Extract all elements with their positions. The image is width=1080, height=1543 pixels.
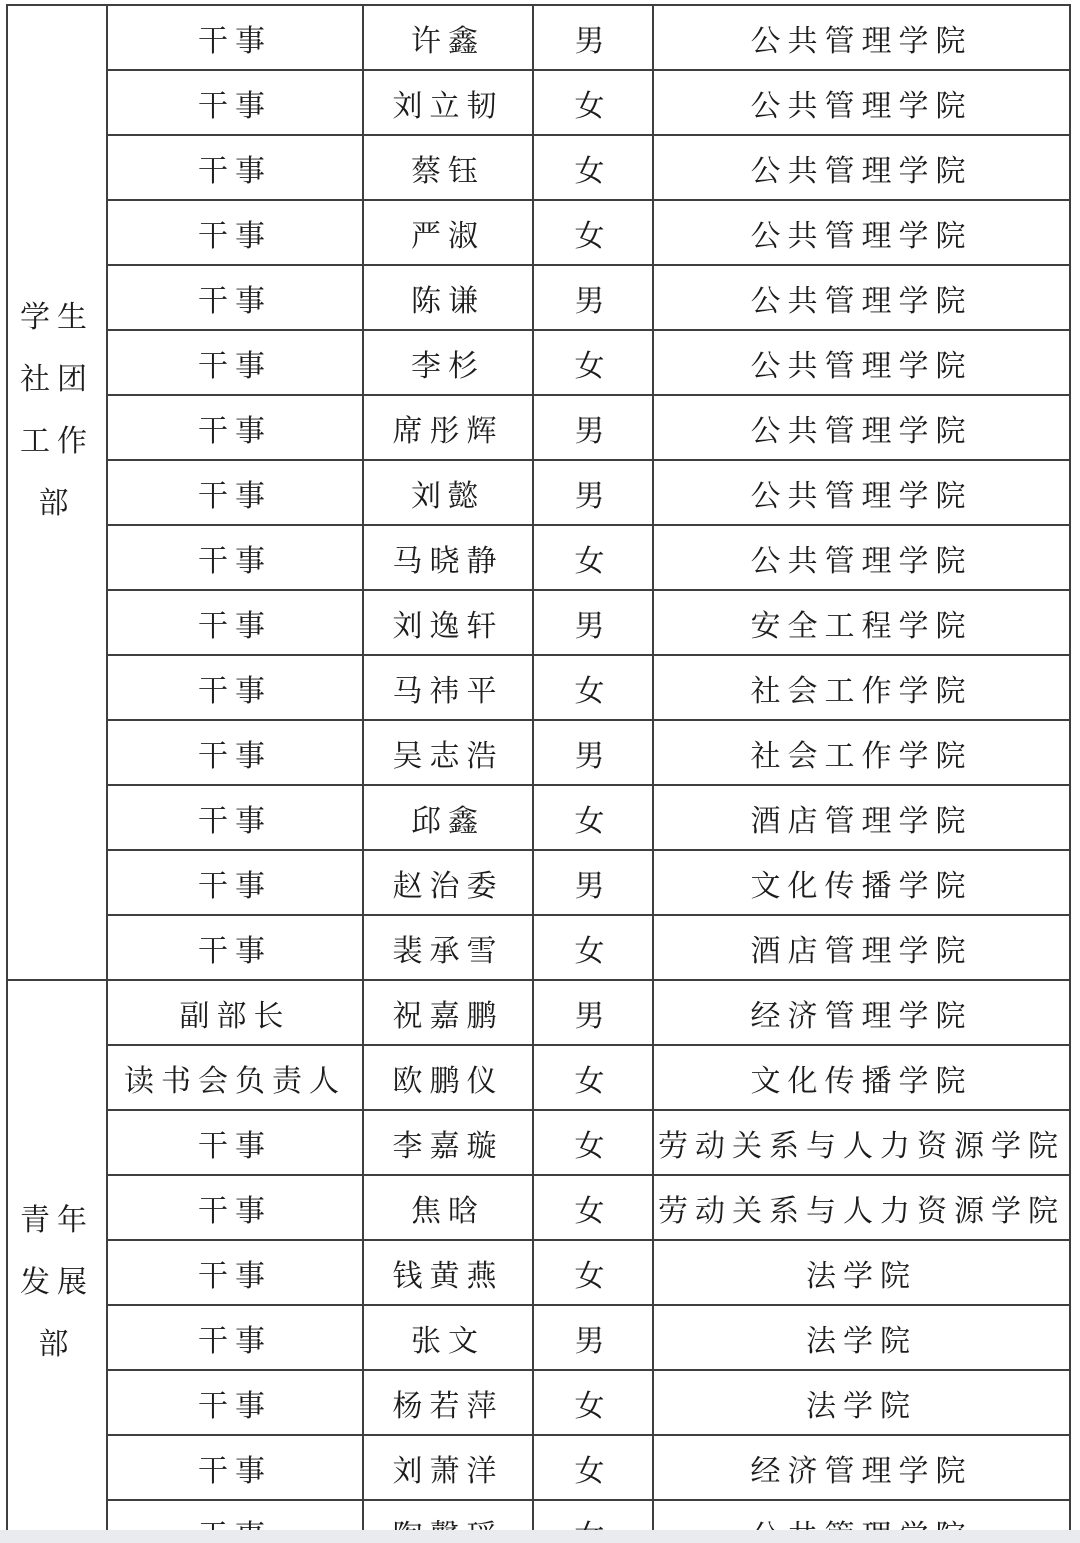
name-cell: 蔡钰 — [363, 135, 533, 200]
gender-cell: 男 — [533, 980, 653, 1045]
name-cell: 马晓静 — [363, 525, 533, 590]
table-row — [7, 1045, 1070, 1110]
name-cell: 钱黄燕 — [363, 1240, 533, 1305]
college-cell: 公共管理学院 — [653, 135, 1070, 200]
college-cell: 公共管理学院 — [653, 330, 1070, 395]
gender-cell: 女 — [533, 915, 653, 980]
table-row — [7, 460, 1070, 525]
name-cell: 焦晗 — [363, 1175, 533, 1240]
table-row — [7, 915, 1070, 980]
position-cell: 干事 — [107, 1305, 363, 1370]
position-cell: 干事 — [107, 525, 363, 590]
department-line: 工作 — [20, 424, 94, 458]
gender-cell: 女 — [533, 1435, 653, 1500]
department-label — [8, 1190, 106, 1376]
gender-cell: 男 — [533, 395, 653, 460]
gender-cell: 男 — [533, 460, 653, 525]
table-row — [7, 395, 1070, 460]
position-cell: 干事 — [107, 135, 363, 200]
gender-cell: 女 — [533, 1045, 653, 1110]
college-cell: 经济管理学院 — [653, 1435, 1070, 1500]
name-cell: 欧鹏仪 — [363, 1045, 533, 1110]
name-cell: 刘逸轩 — [363, 590, 533, 655]
gender-cell: 男 — [533, 265, 653, 330]
college-cell: 公共管理学院 — [653, 525, 1070, 590]
position-cell: 干事 — [107, 1110, 363, 1175]
college-cell: 文化传播学院 — [653, 1045, 1070, 1110]
position-cell: 干事 — [107, 460, 363, 525]
college-cell: 社会工作学院 — [653, 720, 1070, 785]
gender-cell: 女 — [533, 1240, 653, 1305]
table-row — [7, 330, 1070, 395]
department-line: 学生 — [20, 300, 94, 334]
table-row — [7, 135, 1070, 200]
gender-cell: 女 — [533, 135, 653, 200]
name-cell: 裴承雪 — [363, 915, 533, 980]
table-row — [7, 1240, 1070, 1305]
gender-cell: 女 — [533, 1175, 653, 1240]
table-row — [7, 200, 1070, 265]
gender-cell: 女 — [533, 655, 653, 720]
page-gap-strip — [0, 1530, 1080, 1543]
roster-table-body — [7, 5, 1070, 1543]
position-cell: 干事 — [107, 330, 363, 395]
college-cell: 安全工程学院 — [653, 590, 1070, 655]
gender-cell: 男 — [533, 1305, 653, 1370]
table-row — [7, 655, 1070, 720]
table-row — [7, 850, 1070, 915]
department-line: 社团 — [20, 362, 94, 396]
table-row — [7, 980, 1070, 1045]
position-cell: 干事 — [107, 1370, 363, 1435]
position-cell: 干事 — [107, 70, 363, 135]
college-cell: 公共管理学院 — [653, 265, 1070, 330]
college-cell: 法学院 — [653, 1305, 1070, 1370]
table-row — [7, 525, 1070, 590]
table-row — [7, 1110, 1070, 1175]
college-cell: 法学院 — [653, 1370, 1070, 1435]
position-cell: 读书会负责人 — [107, 1045, 363, 1110]
college-cell: 酒店管理学院 — [653, 785, 1070, 850]
gender-cell: 男 — [533, 850, 653, 915]
department-line: 发展 — [20, 1265, 94, 1299]
position-cell: 干事 — [107, 5, 363, 70]
position-cell: 干事 — [107, 200, 363, 265]
college-cell: 经济管理学院 — [653, 980, 1070, 1045]
college-cell: 社会工作学院 — [653, 655, 1070, 720]
gender-cell: 女 — [533, 200, 653, 265]
college-cell: 酒店管理学院 — [653, 915, 1070, 980]
college-cell: 文化传播学院 — [653, 850, 1070, 915]
position-cell: 干事 — [107, 720, 363, 785]
department-cell — [7, 980, 107, 1543]
gender-cell: 女 — [533, 70, 653, 135]
table-row — [7, 1435, 1070, 1500]
position-cell: 干事 — [107, 850, 363, 915]
roster-table — [6, 4, 1071, 1543]
name-cell: 吴志浩 — [363, 720, 533, 785]
college-cell: 公共管理学院 — [653, 5, 1070, 70]
table-row — [7, 265, 1070, 330]
department-cell — [7, 5, 107, 980]
position-cell: 干事 — [107, 395, 363, 460]
name-cell: 刘萧洋 — [363, 1435, 533, 1500]
gender-cell: 女 — [533, 785, 653, 850]
name-cell: 许鑫 — [363, 5, 533, 70]
department-line: 部 — [38, 486, 76, 520]
table-row — [7, 1305, 1070, 1370]
gender-cell: 男 — [533, 590, 653, 655]
position-cell: 干事 — [107, 1175, 363, 1240]
table-row — [7, 590, 1070, 655]
name-cell: 严淑 — [363, 200, 533, 265]
position-cell: 干事 — [107, 655, 363, 720]
name-cell: 席彤辉 — [363, 395, 533, 460]
name-cell: 邱鑫 — [363, 785, 533, 850]
gender-cell: 男 — [533, 720, 653, 785]
gender-cell: 女 — [533, 330, 653, 395]
name-cell: 杨若萍 — [363, 1370, 533, 1435]
department-label — [8, 287, 106, 535]
department-line: 青年 — [20, 1203, 94, 1237]
position-cell: 干事 — [107, 1435, 363, 1500]
position-cell: 干事 — [107, 1240, 363, 1305]
position-cell: 副部长 — [107, 980, 363, 1045]
college-cell: 劳动关系与人力资源学院 — [653, 1110, 1070, 1175]
college-cell: 法学院 — [653, 1240, 1070, 1305]
name-cell: 刘立韧 — [363, 70, 533, 135]
name-cell: 赵治委 — [363, 850, 533, 915]
table-row — [7, 720, 1070, 785]
name-cell: 张文 — [363, 1305, 533, 1370]
name-cell: 刘懿 — [363, 460, 533, 525]
gender-cell: 女 — [533, 525, 653, 590]
position-cell: 干事 — [107, 265, 363, 330]
name-cell: 陈谦 — [363, 265, 533, 330]
college-cell: 公共管理学院 — [653, 395, 1070, 460]
name-cell: 李杉 — [363, 330, 533, 395]
table-row — [7, 5, 1070, 70]
college-cell: 公共管理学院 — [653, 200, 1070, 265]
college-cell: 劳动关系与人力资源学院 — [653, 1175, 1070, 1240]
name-cell: 李嘉璇 — [363, 1110, 533, 1175]
gender-cell: 男 — [533, 5, 653, 70]
table-row — [7, 1370, 1070, 1435]
table-row — [7, 1175, 1070, 1240]
name-cell: 祝嘉鹏 — [363, 980, 533, 1045]
position-cell: 干事 — [107, 785, 363, 850]
department-line: 部 — [38, 1327, 76, 1361]
position-cell: 干事 — [107, 915, 363, 980]
name-cell: 马祎平 — [363, 655, 533, 720]
college-cell: 公共管理学院 — [653, 70, 1070, 135]
table-row — [7, 70, 1070, 135]
college-cell: 公共管理学院 — [653, 460, 1070, 525]
position-cell: 干事 — [107, 590, 363, 655]
table-row — [7, 785, 1070, 850]
gender-cell: 女 — [533, 1370, 653, 1435]
gender-cell: 女 — [533, 1110, 653, 1175]
